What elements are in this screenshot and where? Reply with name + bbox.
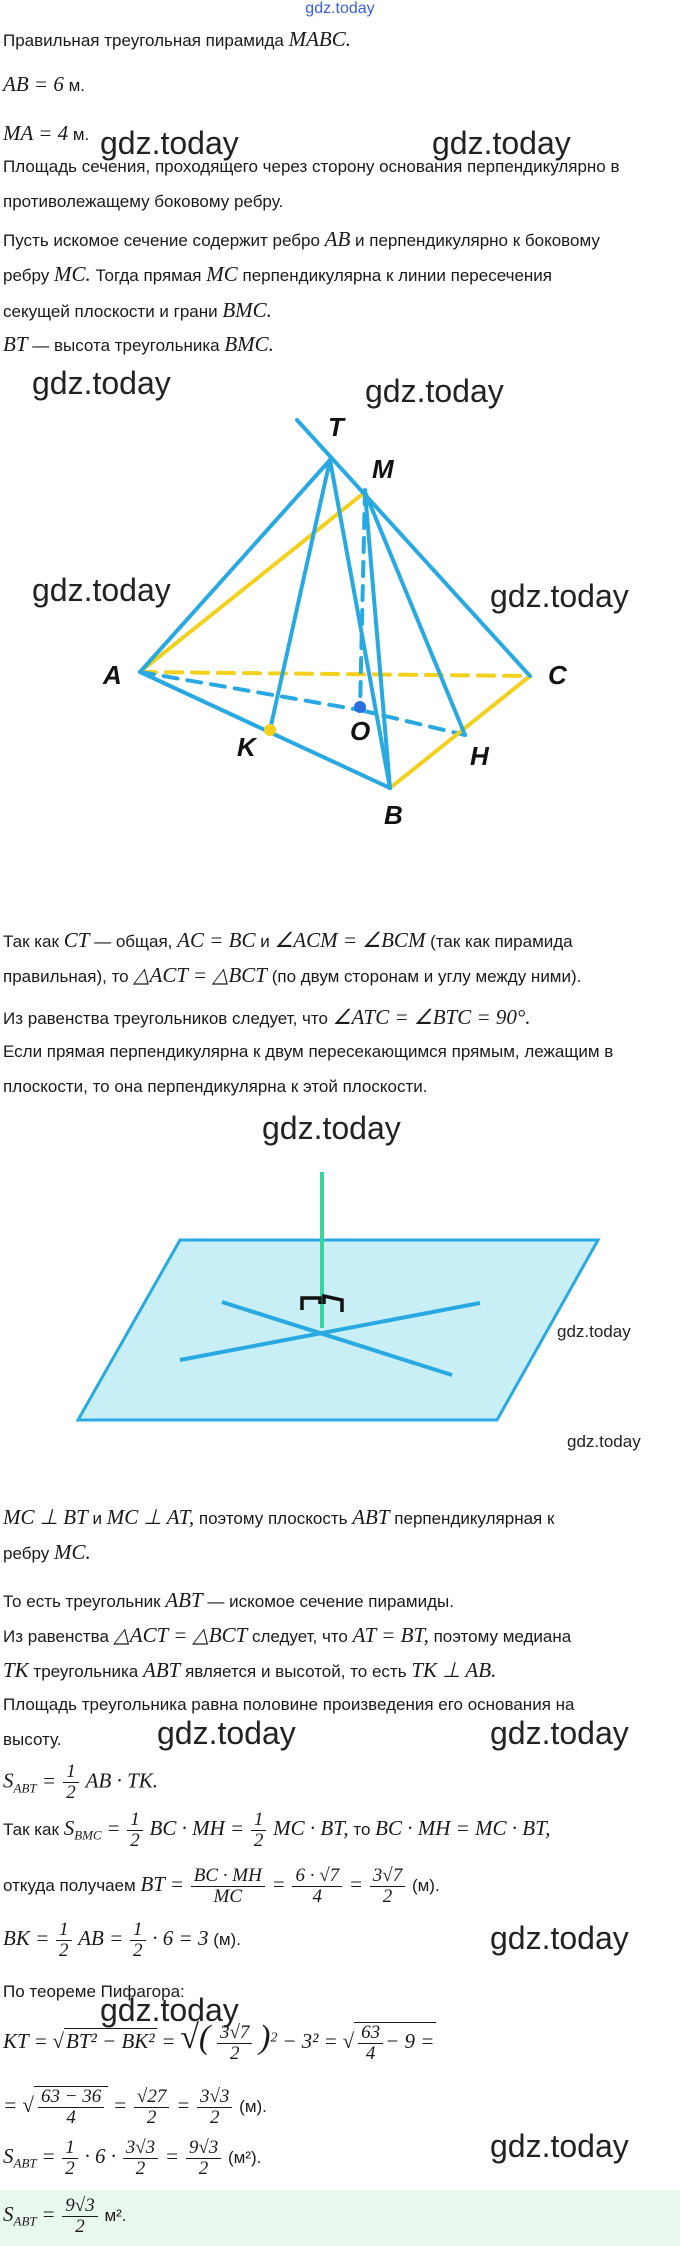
text: перпендикулярная к	[394, 1509, 555, 1528]
fraction	[197, 2087, 232, 2128]
height-mo	[360, 490, 365, 710]
denominator: 4	[365, 2043, 376, 2064]
fraction	[251, 1810, 267, 1851]
text: ребру	[3, 1544, 50, 1563]
formula-area-abt	[3, 1762, 158, 1803]
text: — общая,	[94, 932, 173, 951]
label-h: H	[470, 741, 489, 771]
math: KT =	[3, 2028, 48, 2053]
text-line	[3, 298, 272, 324]
label-b: B	[384, 800, 403, 830]
text: (по двум сторонам и углу между ними).	[271, 967, 582, 986]
math: AC = BC	[177, 928, 256, 952]
fraction	[63, 1762, 79, 1803]
math: · 6 = 3	[152, 1925, 209, 1950]
unit: (м).	[239, 2096, 267, 2116]
text-line: противолежащему боковому ребру.	[3, 192, 284, 211]
text: то	[353, 1819, 371, 1839]
math: S	[63, 1815, 75, 1840]
radicand	[34, 2086, 108, 2128]
text-line	[3, 1505, 554, 1531]
text: поэтому плоскость	[198, 1509, 348, 1528]
math: AB = 6	[3, 72, 64, 96]
denominator: 2	[130, 1830, 140, 1851]
math: =	[176, 2092, 191, 2117]
math: − 9 =	[385, 2028, 435, 2053]
numerator: 1	[127, 1810, 143, 1831]
math: BC · MH =	[149, 1815, 245, 1840]
watermark: gdz.today	[262, 1110, 401, 1146]
text: секущей плоскости и грани	[3, 302, 218, 321]
math: =	[106, 1815, 121, 1840]
numerator: 3√7	[217, 2023, 252, 2044]
text-line	[3, 227, 600, 253]
denominator: MC	[213, 1886, 243, 1907]
text-line	[3, 963, 581, 989]
fraction	[123, 2138, 158, 2179]
fraction	[127, 1810, 143, 1851]
text-line	[3, 1588, 454, 1614]
formula-line-7	[3, 2086, 267, 2128]
numerator: √27	[134, 2087, 169, 2108]
formula-line-3	[3, 1866, 440, 1907]
math: BC · MH = MC · BT,	[375, 1815, 551, 1840]
text: и	[260, 932, 270, 951]
fraction	[358, 2023, 383, 2064]
edge-am	[140, 492, 365, 672]
text: является и высотой, то есть	[185, 1662, 407, 1681]
math-sub: ABT	[13, 1780, 37, 1796]
math: MC.	[53, 262, 91, 286]
text-line	[3, 262, 552, 288]
text-line-1	[3, 27, 351, 53]
math: MC ⊥ BT	[3, 1505, 88, 1529]
site-header-link[interactable]: gdz.today	[305, 0, 375, 17]
given-ab	[3, 72, 85, 98]
fraction	[56, 1920, 72, 1961]
math: △ACT = △BCT	[133, 963, 267, 987]
math: ∠ACM = ∠BCM	[274, 928, 426, 952]
fraction	[38, 2087, 104, 2128]
math: MA = 4	[3, 121, 69, 145]
denominator: 2	[253, 1830, 264, 1851]
numerator: 63	[358, 2023, 383, 2044]
given-ma	[3, 121, 89, 147]
math: · 6 ·	[84, 2143, 116, 2168]
math: MC · BT,	[273, 1815, 349, 1840]
math: = √	[3, 2092, 34, 2117]
watermark: gdz.today	[365, 373, 504, 409]
formula-line-2	[3, 1810, 551, 1851]
text-line: Площадь сечения, проходящего через сторону основания перпендикулярно в	[3, 157, 620, 176]
edge-ac-dashed	[140, 672, 530, 676]
text: Так как	[3, 1819, 59, 1839]
denominator: 2	[65, 2158, 75, 2179]
text-line: высоту.	[3, 1730, 62, 1749]
watermark: gdz.today	[432, 125, 571, 161]
fraction	[191, 1866, 265, 1907]
math-sub: ABT	[13, 2213, 37, 2229]
math: △ACT = △BCT	[113, 1623, 248, 1647]
math: S	[3, 1768, 14, 1793]
unit: (м).	[411, 1875, 440, 1895]
numerator: 1	[62, 2138, 78, 2159]
fraction	[130, 1920, 146, 1961]
math: √	[52, 2028, 64, 2053]
formula-line-6	[3, 2018, 436, 2064]
math: TK	[3, 1658, 29, 1682]
numerator: 1	[130, 1920, 146, 1941]
watermark: gdz.today	[32, 572, 171, 608]
math: BMC.	[224, 332, 274, 356]
text: То есть треугольник	[3, 1592, 161, 1611]
numerator: 63 − 36	[38, 2087, 104, 2108]
math: BK =	[3, 1925, 50, 1950]
denominator: 2	[75, 2216, 85, 2237]
label-m: M	[372, 454, 394, 484]
denominator: 2	[59, 1940, 69, 1961]
label-c: C	[548, 660, 567, 690]
text-line	[3, 1658, 496, 1684]
text-line: По теореме Пифагора:	[3, 1982, 185, 2001]
unit: м².	[104, 2205, 127, 2225]
numerator: 9√3	[62, 2196, 97, 2217]
text-line	[3, 332, 274, 358]
math: MABC.	[288, 27, 351, 51]
math: ABT	[352, 1505, 390, 1529]
math: ∠ATC = ∠BTC = 90°.	[332, 1005, 531, 1029]
math: MC ⊥ AT,	[106, 1505, 195, 1529]
math: =	[41, 2143, 56, 2168]
numerator: 3√3	[197, 2087, 232, 2108]
numerator: 1	[63, 1762, 79, 1783]
line-mh	[365, 492, 465, 735]
edge-at	[140, 460, 330, 672]
fraction	[186, 2138, 221, 2179]
text: Тогда прямая	[95, 266, 202, 285]
text-line: Площадь треугольника равна половине произведения его основания на	[3, 1695, 575, 1714]
math: TK ⊥ AB.	[411, 1658, 497, 1682]
denominator: 2	[135, 2158, 146, 2179]
math: MC	[206, 262, 238, 286]
text: Так как	[3, 932, 59, 951]
label-k: K	[237, 732, 256, 762]
math: ABT	[143, 1658, 181, 1682]
text: поэтому медиана	[433, 1627, 572, 1646]
watermark: gdz.today	[557, 1322, 631, 1341]
unit: м.	[68, 76, 85, 95]
watermark: gdz.today	[157, 1715, 296, 1751]
math: − 3² =	[282, 2028, 338, 2053]
denominator: 2	[382, 1886, 393, 1907]
text: Из равенства треугольников следует, что	[3, 1009, 328, 1028]
math: BT =	[140, 1871, 184, 1896]
text: — искомое сечение пирамиды.	[207, 1592, 454, 1611]
denominator: 2	[198, 2158, 209, 2179]
math: AB · TK.	[85, 1768, 159, 1793]
fraction	[292, 1866, 342, 1907]
text-line	[3, 928, 573, 954]
math: AB =	[78, 1925, 124, 1950]
denominator: 2	[229, 2043, 240, 2064]
math: =	[164, 2143, 180, 2168]
math: S	[3, 2143, 14, 2168]
math: =	[113, 2092, 128, 2117]
numerator: 9√3	[186, 2138, 221, 2159]
text: Пусть искомое сечение содержит ребро	[3, 231, 320, 250]
text: треугольника	[33, 1662, 139, 1681]
text: правильная), то	[3, 967, 129, 986]
radicand: BT² − BK²	[66, 2028, 155, 2053]
numerator: 3√7	[370, 1866, 405, 1887]
numerator: 6 · √7	[292, 1866, 342, 1887]
text: Правильная треугольная пирамида	[3, 31, 284, 50]
math: MC.	[53, 1540, 91, 1564]
math-sub: BMC	[74, 1827, 102, 1843]
text: Из равенства	[3, 1627, 109, 1646]
math: =	[41, 1768, 57, 1793]
math: AB	[324, 227, 351, 251]
math: =	[161, 2028, 176, 2053]
fraction	[217, 2023, 252, 2064]
formula-line-8	[3, 2138, 261, 2179]
text: и перпендикулярно к боковому	[355, 231, 600, 250]
denominator: 2	[133, 1940, 143, 1961]
unit: (м).	[213, 1929, 241, 1949]
denominator: 2	[209, 2107, 220, 2128]
text: перпендикулярна к линии пересечения	[242, 266, 553, 285]
text: ребру	[3, 266, 50, 285]
point-o-dot	[354, 701, 366, 713]
watermark: gdz.today	[32, 365, 171, 401]
watermark: gdz.today	[100, 125, 239, 161]
text: (так как пирамида	[430, 932, 573, 951]
text: следует, что	[252, 1627, 348, 1646]
math: √(	[180, 2018, 211, 2056]
label-o: O	[350, 716, 371, 746]
unit: (м²).	[227, 2147, 262, 2167]
text-line: плоскости, то она перпендикулярна к этой плоскости.	[3, 1077, 428, 1096]
math: ABT	[165, 1588, 203, 1612]
numerator: 3√3	[123, 2138, 158, 2159]
denominator: 2	[66, 1782, 76, 1803]
line-ao	[140, 672, 360, 710]
watermark: gdz.today	[490, 2128, 629, 2164]
fraction	[62, 2196, 97, 2237]
point-k-dot	[264, 724, 276, 736]
watermark: gdz.today	[490, 1715, 629, 1751]
denominator: 4	[66, 2107, 76, 2128]
watermark: gdz.today	[490, 578, 629, 614]
radicand	[354, 2022, 436, 2064]
formula-line-4	[3, 1920, 241, 1961]
math: =	[271, 1871, 286, 1896]
text: — высота треугольника	[32, 336, 220, 355]
label-t: T	[328, 412, 344, 442]
math-sub: ABT	[13, 2155, 37, 2171]
math: BT	[3, 332, 28, 356]
edge-tc	[297, 420, 530, 676]
plane-figure	[0, 1160, 680, 1430]
text-line	[3, 1623, 571, 1649]
numerator: 1	[251, 1810, 267, 1831]
math: AT = BT,	[352, 1623, 429, 1647]
label-a: A	[103, 660, 122, 690]
denominator: 2	[146, 2107, 157, 2128]
unit: м.	[72, 125, 90, 144]
watermark: gdz.today	[490, 1920, 629, 1956]
watermark: gdz.today	[567, 1432, 641, 1451]
pyramid-figure	[0, 400, 680, 840]
fraction	[370, 1866, 405, 1907]
fraction	[62, 2138, 78, 2179]
exponent: 2	[270, 2030, 278, 2046]
line-tk	[270, 460, 330, 730]
text-line: Если прямая перпендикулярна к двум пересекающимся прямым, лежащим в	[3, 1042, 614, 1061]
math: S	[3, 2201, 14, 2226]
answer-line	[3, 2196, 127, 2237]
text-line	[3, 1005, 531, 1031]
watermark: gdz.today	[100, 1992, 239, 2028]
numerator: 1	[56, 1920, 72, 1941]
math: BMC.	[222, 298, 272, 322]
math: CT	[63, 928, 90, 952]
math: =	[348, 1871, 364, 1896]
text: и	[92, 1509, 103, 1528]
math: √	[342, 2028, 355, 2053]
math: )	[259, 2018, 271, 2056]
text: откуда получаем	[3, 1875, 136, 1895]
edge-bc	[390, 676, 530, 788]
math: =	[41, 2201, 56, 2226]
text-line	[3, 1540, 91, 1566]
denominator: 4	[312, 1886, 323, 1907]
numerator: BC · MH	[191, 1866, 265, 1887]
fraction	[134, 2087, 169, 2128]
